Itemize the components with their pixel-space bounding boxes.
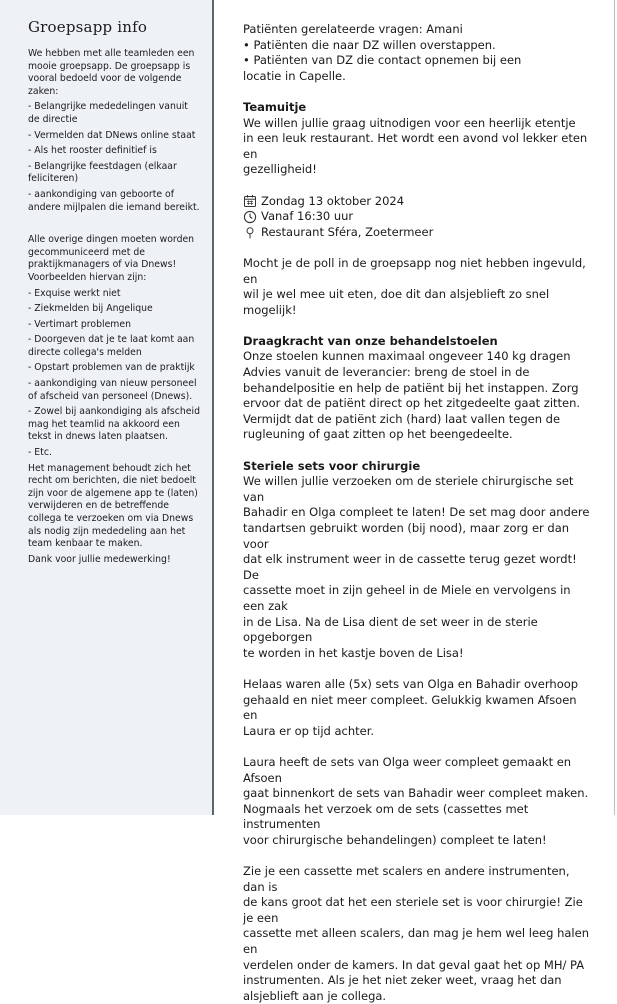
poll-line: Mocht je de poll in de groepsapp nog niet hebben ingevuld, en <box>243 255 586 286</box>
sidebar-list-item: - Vertimart problemen <box>28 318 131 330</box>
cassette-line: alsjeblieft aan je collega. <box>243 988 387 1003</box>
cassette-section <box>243 864 593 1004</box>
helaas-line: Laura er op tijd achter. <box>243 723 375 738</box>
poll-section <box>243 256 593 318</box>
page-edge-line <box>614 0 615 815</box>
sidebar-list-item: - Belangrijke feestdagen (elkaar feliciteren) <box>28 160 177 185</box>
sidebar-list-item: - Zowel bij aankondiging als afscheid mag het teamlid na akkoord een tekst in dnews laten plaatsen. <box>28 406 200 443</box>
teamuitje-line: gezelligheid! <box>243 162 317 177</box>
sidebar-list-item: - Als het rooster definitief is <box>28 145 157 157</box>
sets-line: in de Lisa. Na de Lisa dient de set weer in de sterie opgeborgen <box>243 614 538 645</box>
event-date: Zondag 13 oktober 2024 <box>261 193 405 208</box>
sidebar-list-item: - Doorgeven dat je te laat komt aan directe collega's melden <box>28 334 195 358</box>
patients-line: Patiënten gerelateerde vragen: Amani <box>243 22 463 36</box>
spacer <box>28 217 202 234</box>
stoelen-line: Vermijdt dat de patiënt zich (hard) laat vallen tegen de <box>243 411 561 426</box>
sets-line: Bahadir en Olga compleet te laten! De set mag door andere <box>243 505 590 520</box>
event-date-row <box>243 194 593 210</box>
laura-line: Laura heeft de sets van Olga weer compleet gemaakt en Afsoen <box>243 754 572 785</box>
teamuitje-heading: Teamuitje <box>243 99 307 114</box>
stoelen-line: Onze stoelen kunnen maximaal ongeveer 140 kg dragen <box>243 349 571 364</box>
sidebar-management-note: Het management behoudt zich het recht om berichten, die niet bedoelt zijn voor de algemene app te (laten) verwijderen en de betreffende collega te verzoeken om via Dnews als nodig zijn mededeling aan het team kenbaar te maken. <box>28 462 198 550</box>
calendar-icon <box>243 194 257 208</box>
sidebar-other-intro: Alle overige dingen moeten worden gecommuniceerd met de praktijkmanagers of via Dnews! Voorbeelden hiervan zijn: <box>28 234 195 283</box>
laura-line: Nogmaals het verzoek om de sets (cassettes met instrumenten <box>243 801 529 832</box>
helaas-line: Helaas waren alle (5x) sets van Olga en Bahadir overhoop <box>243 676 579 691</box>
sets-line: dat elk instrument weer in de cassette terug gezet wordt! De <box>243 552 577 582</box>
sidebar-intro: We hebben met alle teamleden een mooie groepsapp. De groepsapp is vooral bedoeld voor de volgende zaken: <box>28 48 195 97</box>
laura-section <box>243 755 593 849</box>
sets-line: cassette moet in zijn geheel in de Miele en vervolgens in een zak <box>243 583 571 613</box>
sidebar-list-item: - aankondiging van geboorte of andere mijlpalen die iemand bereikt. <box>28 188 200 213</box>
sets-heading: Steriele sets voor chirurgie <box>243 458 421 473</box>
location-pin-icon <box>243 226 257 240</box>
event-details <box>243 194 593 241</box>
sets-line: te worden in het kastje boven de Lisa! <box>243 645 464 660</box>
stoelen-line: rugleuning of gaat zitten op het beengedeelte. <box>243 427 513 442</box>
sidebar-list-item: - Exquise werkt niet <box>28 287 121 299</box>
main-content <box>243 22 593 1004</box>
helaas-line: gehaald en niet meer compleet. Gelukkig kwamen Afsoen en <box>243 692 577 723</box>
cassette-line: Zie je een cassette met scalers en andere instrumenten, dan is <box>243 864 570 894</box>
sidebar-list-item: - aankondiging van nieuw personeel of afscheid van personeel (Dnews). <box>28 378 197 402</box>
cassette-line: verdelen onder de kamers. In dat geval gaat het op MH/ PA <box>243 957 585 972</box>
sidebar-list-item: - Opstart problemen van de praktijk <box>28 362 195 374</box>
sidebar-thanks: Dank voor jullie medewerking! <box>28 553 171 565</box>
patients-line: • Patiënten die naar DZ willen overstappen. <box>243 37 496 52</box>
teamuitje-line: We willen jullie graag uitnodigen voor een heerlijk etentje <box>243 115 576 130</box>
stoelen-line: behandelpositie en help de patiënt bij het instappen. Zorg <box>243 380 579 395</box>
sidebar-title: Groepsapp info <box>28 18 148 36</box>
cassette-line: de kans groot dat het een steriele set is voor chirurgie! Zie je een <box>243 895 583 925</box>
event-time-row <box>243 209 593 225</box>
helaas-section <box>243 677 593 739</box>
stoelen-section <box>243 334 593 443</box>
patients-line: locatie in Capelle. <box>243 68 346 83</box>
patients-line: • Patiënten van DZ die contact opnemen bij een <box>243 53 522 68</box>
teamuitje-section <box>243 100 593 178</box>
cassette-line: instrumenten. Als je het niet zeker weet, vraag het dan <box>243 973 562 988</box>
sidebar-list-item: - Belangrijke mededelingen vanuit de directie <box>28 101 188 125</box>
stoelen-line: Advies vanuit de leverancier: breng de stoel in de <box>243 365 530 380</box>
laura-line: gaat binnenkort de sets van Bahadir weer compleet maken. <box>243 786 589 801</box>
stoelen-line: ervoor dat de patiënt direct op het zitgedeelte gaat zitten. <box>243 396 581 411</box>
sets-section <box>243 459 593 662</box>
sidebar-list-item: - Ziekmelden bij Angelique <box>28 303 153 315</box>
teamuitje-line: in een leuk restaurant. Het wordt een avond vol lekker eten en <box>243 131 588 161</box>
event-time: Vanaf 16:30 uur <box>261 209 354 224</box>
patients-section <box>243 22 593 84</box>
event-place-row <box>243 225 593 241</box>
event-place: Restaurant Sféra, Zoetermeer <box>261 224 434 239</box>
stoelen-heading: Draagkracht van onze behandelstoelen <box>243 333 498 348</box>
sidebar-groepsapp-info <box>0 0 214 815</box>
cassette-line: cassette met alleen scalers, dan mag je hem wel leeg halen en <box>243 926 589 957</box>
sidebar-list-item: - Vermelden dat DNews online staat <box>28 129 196 141</box>
sidebar-list-item: - Etc. <box>28 447 52 459</box>
sets-line: We willen jullie verzoeken om de steriele chirurgische set van <box>243 474 574 504</box>
poll-line: wil je wel mee uit eten, doe dit dan alsjeblieft zo snel mogelijk! <box>243 287 550 317</box>
sets-line: tandartsen gebruikt worden (bij nood), maar zorg er dan voor <box>243 521 570 551</box>
clock-icon <box>243 210 257 224</box>
laura-line: voor chirurgische behandelingen) compleet te laten! <box>243 832 547 847</box>
